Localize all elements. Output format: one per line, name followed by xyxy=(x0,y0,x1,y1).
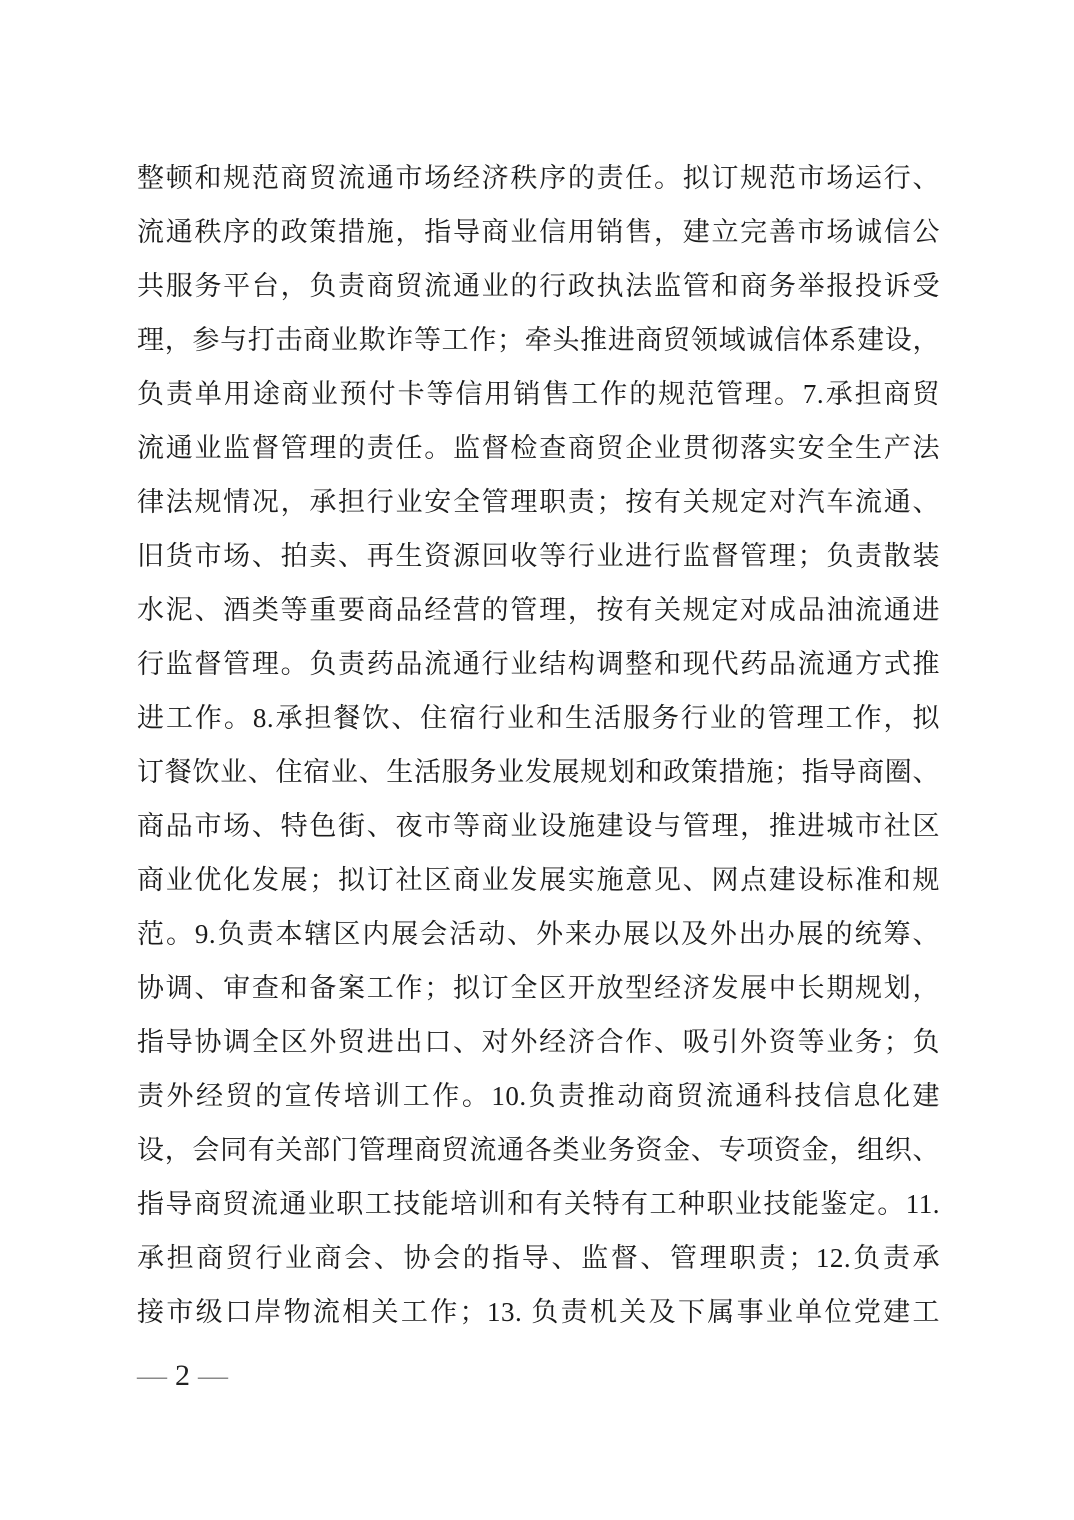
text-line: 订餐饮业、住宿业、生活服务业发展规划和政策措施；指导商圈、 xyxy=(137,757,940,787)
footer-dash-left: — xyxy=(137,1359,167,1392)
text-line: 负责单用途商业预付卡等信用销售工作的规范管理。7.承担商贸 xyxy=(137,379,940,409)
text-line: 协调、审查和备案工作；拟订全区开放型经济发展中长期规划， xyxy=(137,973,940,1003)
page-number: 2 xyxy=(175,1359,190,1392)
text-line: 律法规情况，承担行业安全管理职责；按有关规定对汽车流通、 xyxy=(137,487,940,517)
page-footer xyxy=(137,1356,228,1396)
footer-dash-right: — xyxy=(198,1359,228,1392)
document-body xyxy=(137,151,940,1339)
text-line: 理，参与打击商业欺诈等工作；牵头推进商贸领域诚信体系建设， xyxy=(137,325,940,355)
text-line: 指导商贸流通业职工技能培训和有关特有工种职业技能鉴定。11. xyxy=(137,1189,940,1219)
text-line: 进工作。8.承担餐饮、住宿行业和生活服务行业的管理工作，拟 xyxy=(137,703,940,733)
text-line: 商业优化发展；拟订社区商业发展实施意见、网点建设标准和规 xyxy=(137,865,940,895)
text-line: 范。9.负责本辖区内展会活动、外来办展以及外出办展的统筹、 xyxy=(137,919,940,949)
text-line: 行监督管理。负责药品流通行业结构调整和现代药品流通方式推 xyxy=(137,649,940,679)
text-line: 流通业监督管理的责任。监督检查商贸企业贯彻落实安全生产法 xyxy=(137,433,940,463)
text-line: 共服务平台，负责商贸流通业的行政执法监管和商务举报投诉受 xyxy=(137,271,940,301)
text-line: 承担商贸行业商会、协会的指导、监督、管理职责；12.负责承 xyxy=(137,1243,940,1273)
text-line: 商品市场、特色街、夜市等商业设施建设与管理，推进城市社区 xyxy=(137,811,940,841)
text-line: 整顿和规范商贸流通市场经济秩序的责任。拟订规范市场运行、 xyxy=(137,163,940,193)
text-line: 接市级口岸物流相关工作；13. 负责机关及下属事业单位党建工 xyxy=(137,1297,940,1327)
text-line: 责外经贸的宣传培训工作。10.负责推动商贸流通科技信息化建 xyxy=(137,1081,940,1111)
text-line: 设，会同有关部门管理商贸流通各类业务资金、专项资金，组织、 xyxy=(137,1135,940,1165)
text-line: 旧货市场、拍卖、再生资源回收等行业进行监督管理；负责散装 xyxy=(137,541,940,571)
text-line: 指导协调全区外贸进出口、对外经济合作、吸引外资等业务；负 xyxy=(137,1027,940,1057)
text-line: 流通秩序的政策措施，指导商业信用销售，建立完善市场诚信公 xyxy=(137,217,940,247)
text-line: 水泥、酒类等重要商品经营的管理，按有关规定对成品油流通进 xyxy=(137,595,940,625)
